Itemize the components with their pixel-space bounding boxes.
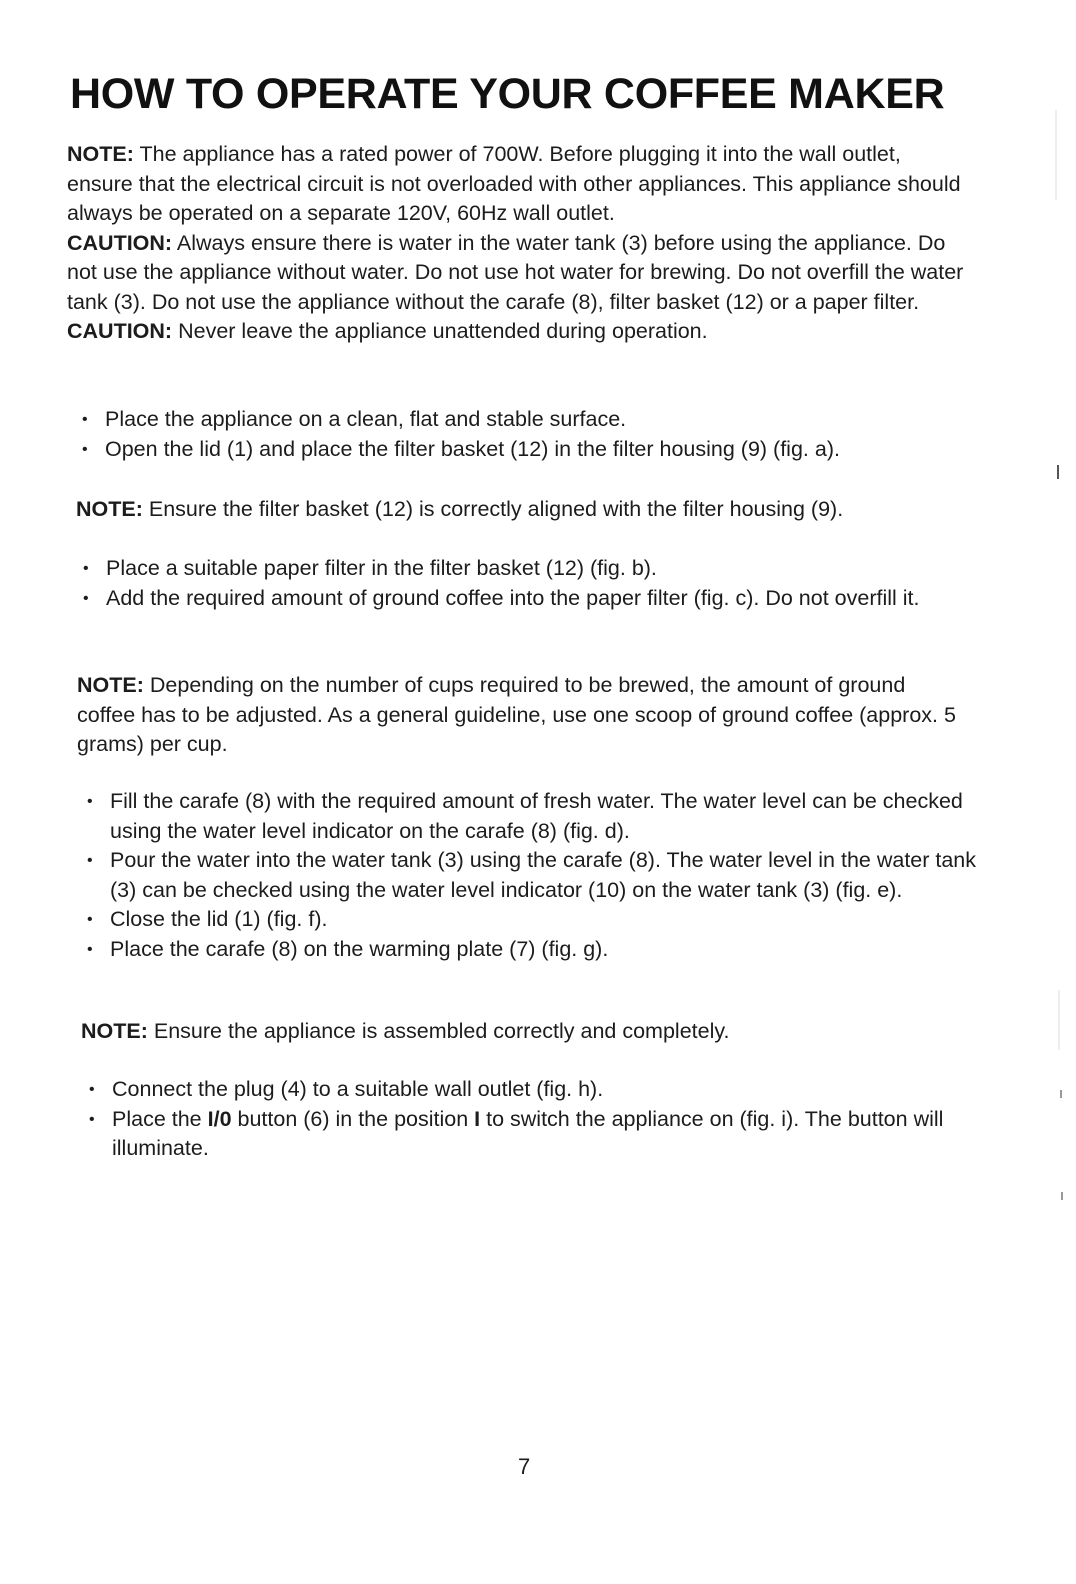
scan-artifact [1058,990,1060,1050]
list-item: • Place a suitable paper filter in the filter basket (12) (fig. b). [76,554,956,584]
bullet-icon: • [83,589,89,607]
scan-artifact [1060,1090,1062,1098]
list-item: • Fill the carafe (8) with the required amount of fresh water. The water level can be checked using the water level indicator on the carafe (8) (fig. d). [87,789,963,843]
caution-paragraph [67,229,967,318]
caution-paragraph [67,317,967,347]
bullet-icon: • [83,560,89,577]
list-item: • Close the lid (1) (fig. f). [80,905,980,935]
page-title: HOW TO OPERATE YOUR COFFEE MAKER [70,70,945,118]
note-text: Depending on the number of cups required to be brewed, the amount of ground coffee has to be adjusted. As a general guideline, use one scoop of ground coffee (approx. 5 grams) per cup. [77,673,956,756]
button-label-bold: I/0 [207,1106,232,1131]
list-item: • Open the lid (1) and place the filter basket (12) in the filter housing (9) (fig. a). [75,435,975,465]
steps-list-2 [76,554,956,613]
note-block-4 [81,1017,981,1047]
caution-label: CAUTION: [67,319,173,343]
position-label-bold: I [474,1106,481,1131]
bullet-icon: • [87,852,93,869]
note-paragraph [67,140,967,229]
intro-block [67,140,967,347]
note-label: NOTE: [81,1019,148,1043]
steps-list-4 [82,1075,962,1164]
note-label: NOTE: [77,673,144,697]
bullet-icon: • [87,911,93,928]
caution-label: CAUTION: [67,230,173,255]
bullet-icon: • [82,440,88,458]
bullet-icon: • [89,1110,95,1128]
page-number: 7 [518,1454,531,1479]
bullet-icon: • [87,793,93,810]
scan-artifact [1061,1192,1063,1200]
caution-text: Always ensure there is water in the water tank (3) before using the appliance. Do not use the appliance without water. Do not use hot water for brewing. Do not overfill the water tank (3). Do not use the appliance without the carafe (8), filter basket (12) or a paper filter. [67,230,964,314]
note-label: NOTE: [67,142,134,166]
note-block-3 [77,671,967,760]
bullet-icon: • [87,940,93,958]
scan-artifact [1055,110,1057,200]
bullet-icon: • [89,1081,95,1098]
scan-artifact [1057,465,1059,479]
steps-list-1 [75,405,975,464]
note-text: Ensure the appliance is assembled correctly and completely. [153,1019,730,1043]
note-block-2 [76,495,976,525]
list-item: • Pour the water into the water tank (3) using the carafe (8). The water level in the water tank (3) can be checked using the water level indicator (10) on the water tank (3) (fig. e). [87,848,977,902]
list-item: • Place the appliance on a clean, flat and stable surface. [75,405,975,435]
bullet-icon: • [82,411,88,428]
note-text: The appliance has a rated power of 700W. Before plugging it into the wall outlet, ensure that the electrical circuit is not overloaded with other appliances. This appliance should always be operated on a separate 120V, 60Hz wall outlet. [67,142,961,225]
list-item: • Connect the plug (4) to a suitable wall outlet (fig. h). [82,1075,962,1105]
list-item: • Add the required amount of ground coffee into the paper filter (fig. c). Do not overfill it. [76,584,956,614]
caution-text: Never leave the appliance unattended during operation. [178,319,708,343]
note-label: NOTE: [76,497,143,521]
list-item: • Place the I/0 button (6) in the position I to switch the appliance on (fig. i). The button will illuminate. [89,1106,944,1160]
steps-list-3 [80,787,980,964]
list-item: • Place the carafe (8) on the warming plate (7) (fig. g). [80,935,980,965]
note-text: Ensure the filter basket (12) is correctly aligned with the filter housing (9). [148,497,844,521]
